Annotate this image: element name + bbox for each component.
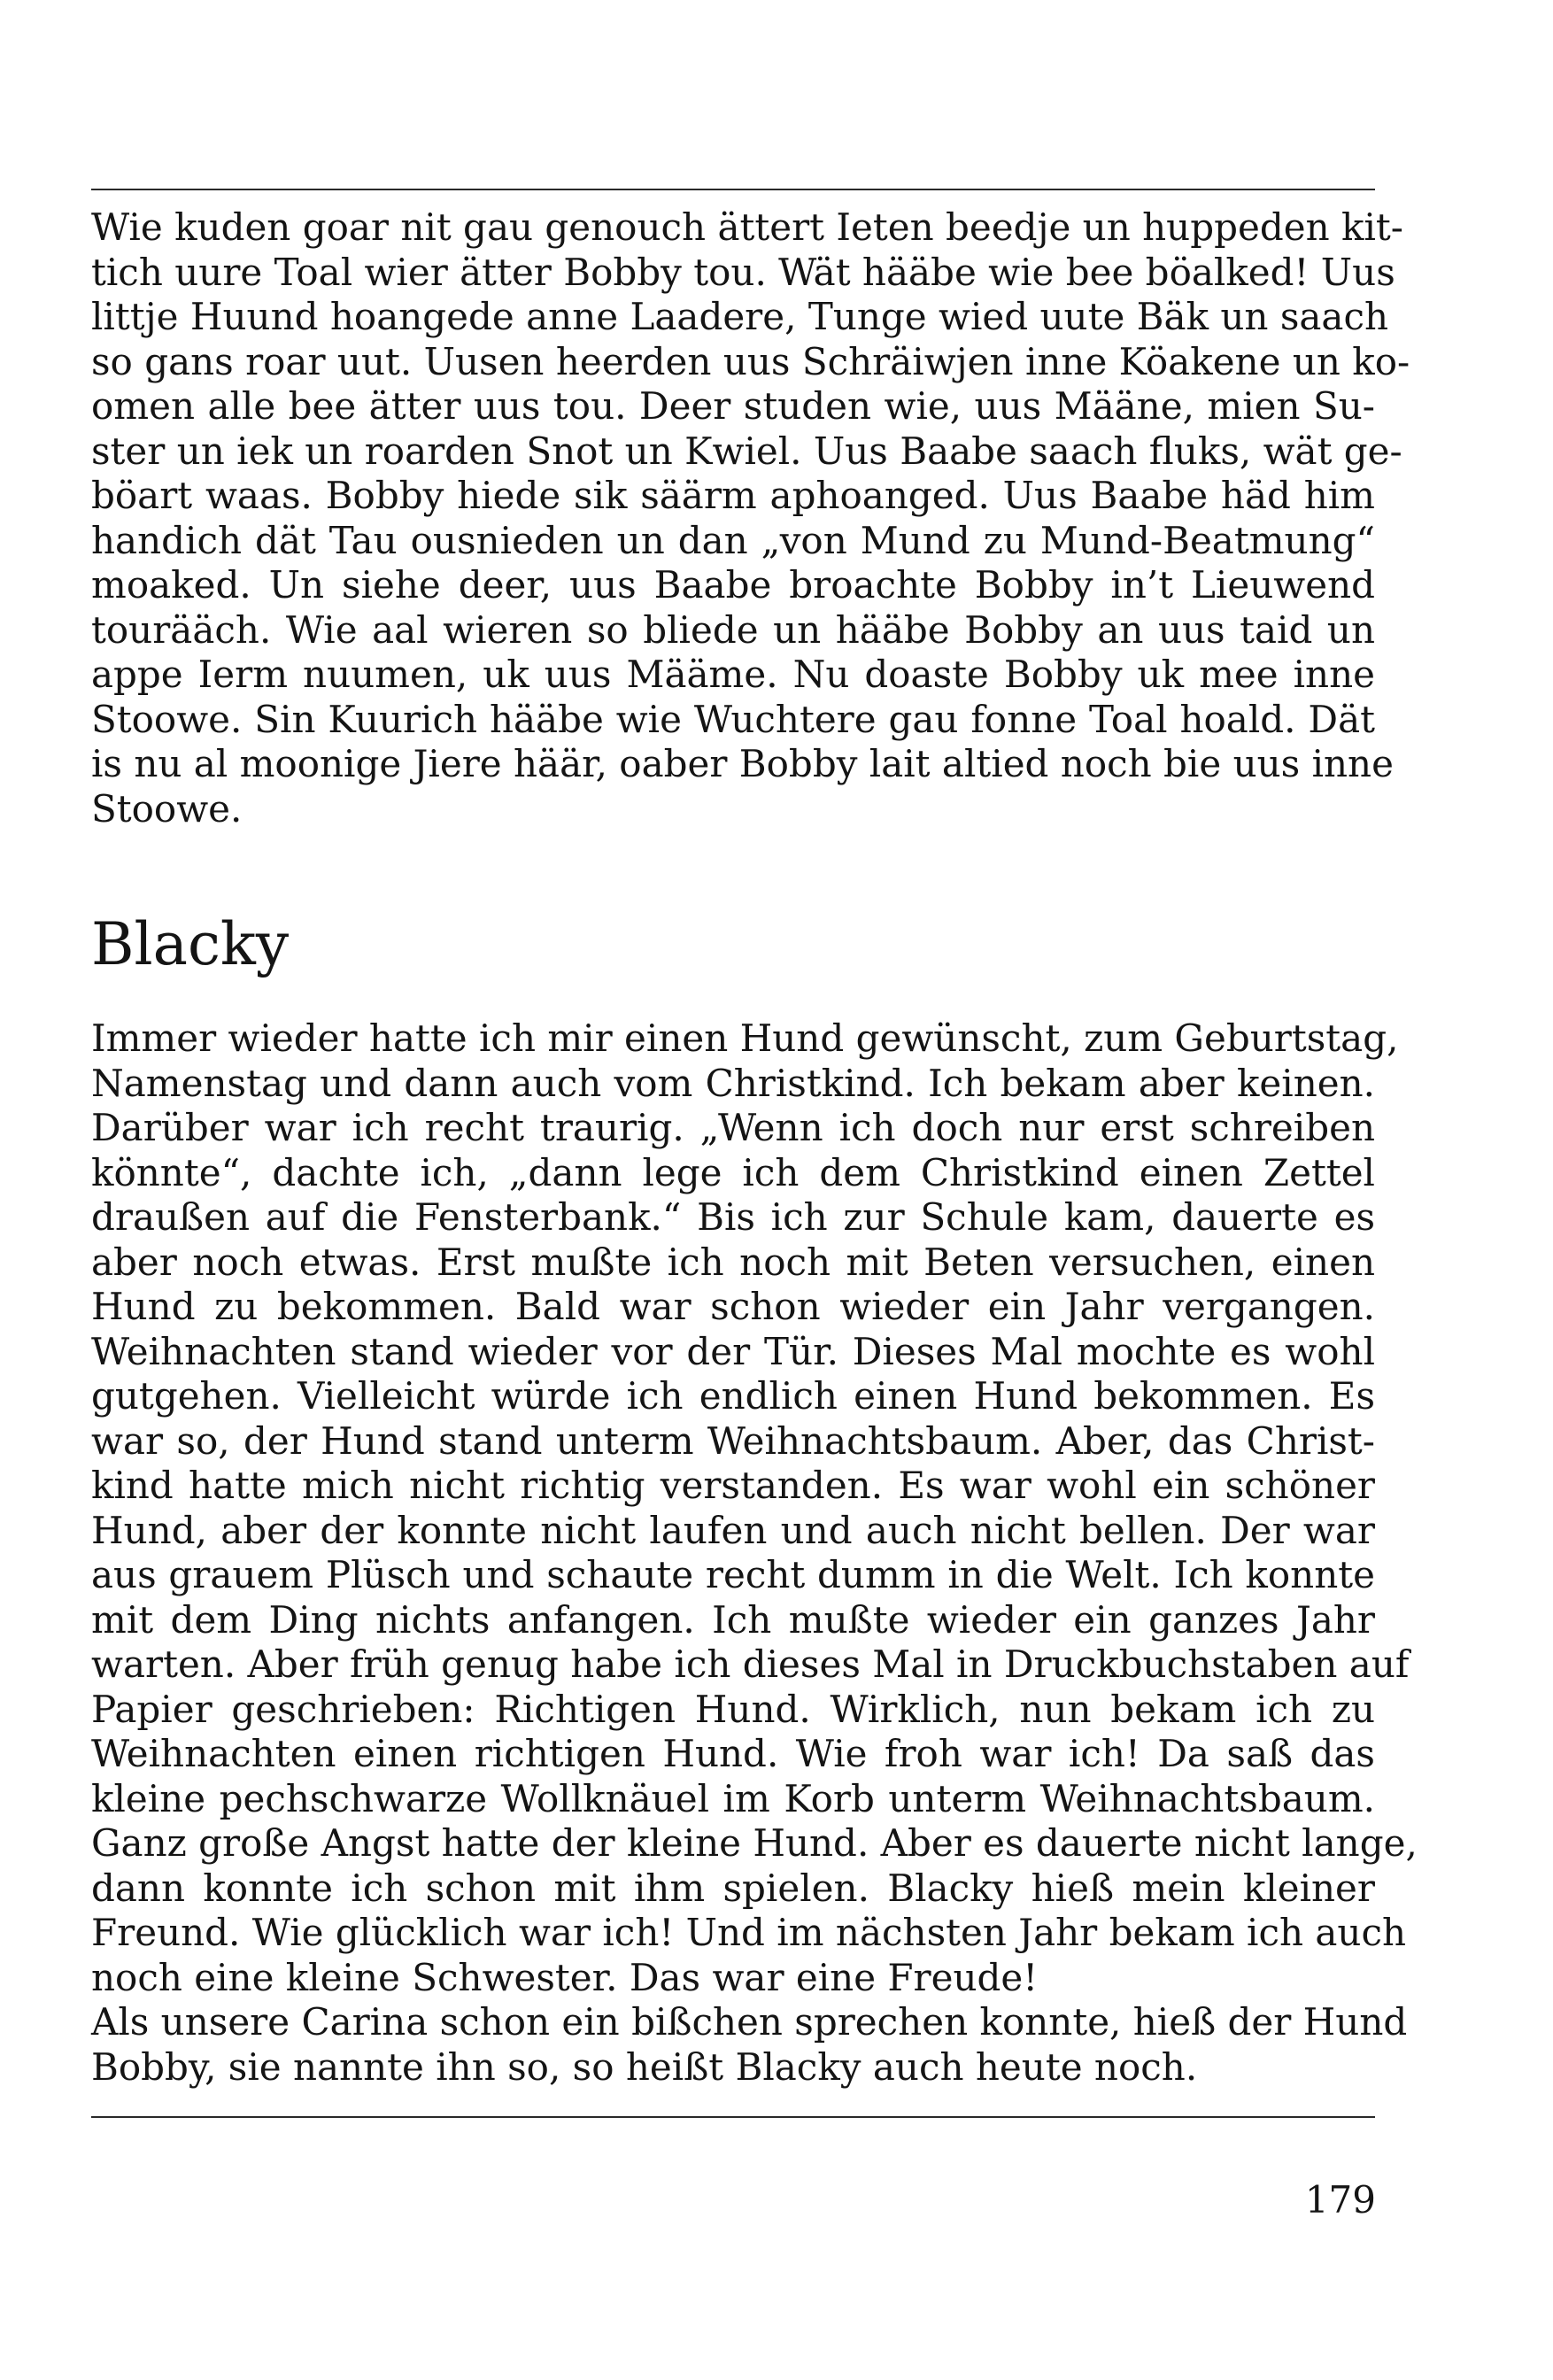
page-number: 179 [1304,2178,1376,2222]
text-line: war so, der Hund stand unterm Weihnachtsbaum. Aber, das Christ- [91,1418,1375,1463]
text-line: draußen auf die Fensterbank.“ Bis ich zur Schule kam, dauerte es [91,1195,1375,1239]
paragraph-blacky [91,1016,1418,2090]
paragraph-continued [91,205,1410,831]
text-line: Bobby, sie nannte ihn so, so heißt Blacky auch heute noch. [91,2044,1198,2089]
text-line: böart waas. Bobby hiede sik säärm aphoanged. Uus Baabe häd him [91,474,1375,517]
text-line: kleine pechschwarze Wollknäuel im Korb unterm Weihnachtsbaum. [91,1776,1375,1820]
text-line: Als unsere Carina schon ein bißchen sprechen konnte, hieß der Hund [91,2000,1408,2044]
text-line: dann konnte ich schon mit ihm spielen. Blacky hieß mein kleiner [91,1866,1375,1910]
text-line: Weihnachten einen richtigen Hund. Wie froh war ich! Da saß das [91,1732,1375,1775]
text-line: Ganz große Angst hatte der kleine Hund. Aber es dauerte nicht lange, [91,1821,1418,1865]
text-line: Hund, aber der konnte nicht laufen und auch nicht bellen. Der war [91,1508,1375,1552]
text-line: Immer wieder hatte ich mir einen Hund gewünscht, zum Geburtstag, [91,1016,1399,1060]
text-line: Weihnachten stand wieder vor der Tür. Dieses Mal mochte es wohl [91,1329,1375,1373]
text-line: Papier geschrieben: Richtigen Hund. Wirklich, nun bekam ich zu [91,1687,1375,1731]
text-line: appe Ierm nuumen, uk uus Määme. Nu doaste Bobby uk mee inne [91,653,1375,696]
top-rule [91,189,1375,190]
text-line: so gans roar uut. Uusen heerden uus Schräiwjen inne Köakene un ko- [91,339,1410,383]
text-line: aber noch etwas. Erst mußte ich noch mit Beten versuchen, einen [91,1240,1375,1284]
text-line: warten. Aber früh genug habe ich dieses Mal in Druckbuchstaben auf [91,1642,1410,1686]
text-line: kind hatte mich nicht richtig verstanden. Es war wohl ein schöner [91,1464,1375,1507]
text-line: könnte“, dachte ich, „dann lege ich dem Christkind einen Zettel [91,1150,1375,1194]
text-line: gutgehen. Vielleicht würde ich endlich einen Hund bekommen. Es [91,1374,1375,1418]
section-heading: Blacky [91,910,290,978]
text-line: mit dem Ding nichts anfangen. Ich mußte wieder ein ganzes Jahr [91,1597,1375,1642]
text-line: Wie kuden goar nit gau genouch ättert Ieten beedje un huppeden kit- [91,205,1403,249]
text-line: handich dät Tau ousnieden un dan „von Mund zu Mund-Beatmung“ [91,518,1375,562]
text-line: noch eine kleine Schwester. Das war eine Freude! [91,1955,1039,1999]
text-line: tich uure Toal wier ätter Bobby tou. Wät hääbe wie bee böalked! Uus [91,250,1395,294]
text-line: tourääch. Wie aal wieren so bliede un hääbe Bobby an uus taid un [91,607,1375,652]
text-line: Namenstag und dann auch vom Christkind. Ich bekam aber keinen. [91,1061,1375,1105]
text-line: is nu al moonige Jiere häär, oaber Bobby lait altied noch bie uus inne [91,742,1394,785]
text-line: aus grauem Plüsch und schaute recht dumm in die Welt. Ich konnte [91,1553,1375,1596]
text-line: moaked. Un siehe deer, uus Baabe broachte Bobby in’t Lieuwend [91,563,1375,607]
text-line: Hund zu bekommen. Bald war schon wieder ein Jahr vergangen. [91,1285,1375,1328]
text-line: Freund. Wie glücklich war ich! Und im nächsten Jahr bekam ich auch [91,1911,1407,1954]
bottom-rule [91,2116,1375,2118]
text-line: Stoowe. Sin Kuurich hääbe wie Wuchtere gau fonne Toal hoald. Dät [91,697,1375,741]
text-line: ster un iek un roarden Snot un Kwiel. Uus Baabe saach fluks, wät ge- [91,429,1402,473]
text-line: littje Huund hoangede anne Laadere, Tunge wied uute Bäk un saach [91,295,1389,338]
text-line: Stoowe. [91,786,243,831]
text-line: omen alle bee ätter uus tou. Deer studen wie, uus Määne, mien Su- [91,384,1375,428]
text-line: Darüber war ich recht traurig. „Wenn ich doch nur erst schreiben [91,1106,1375,1149]
